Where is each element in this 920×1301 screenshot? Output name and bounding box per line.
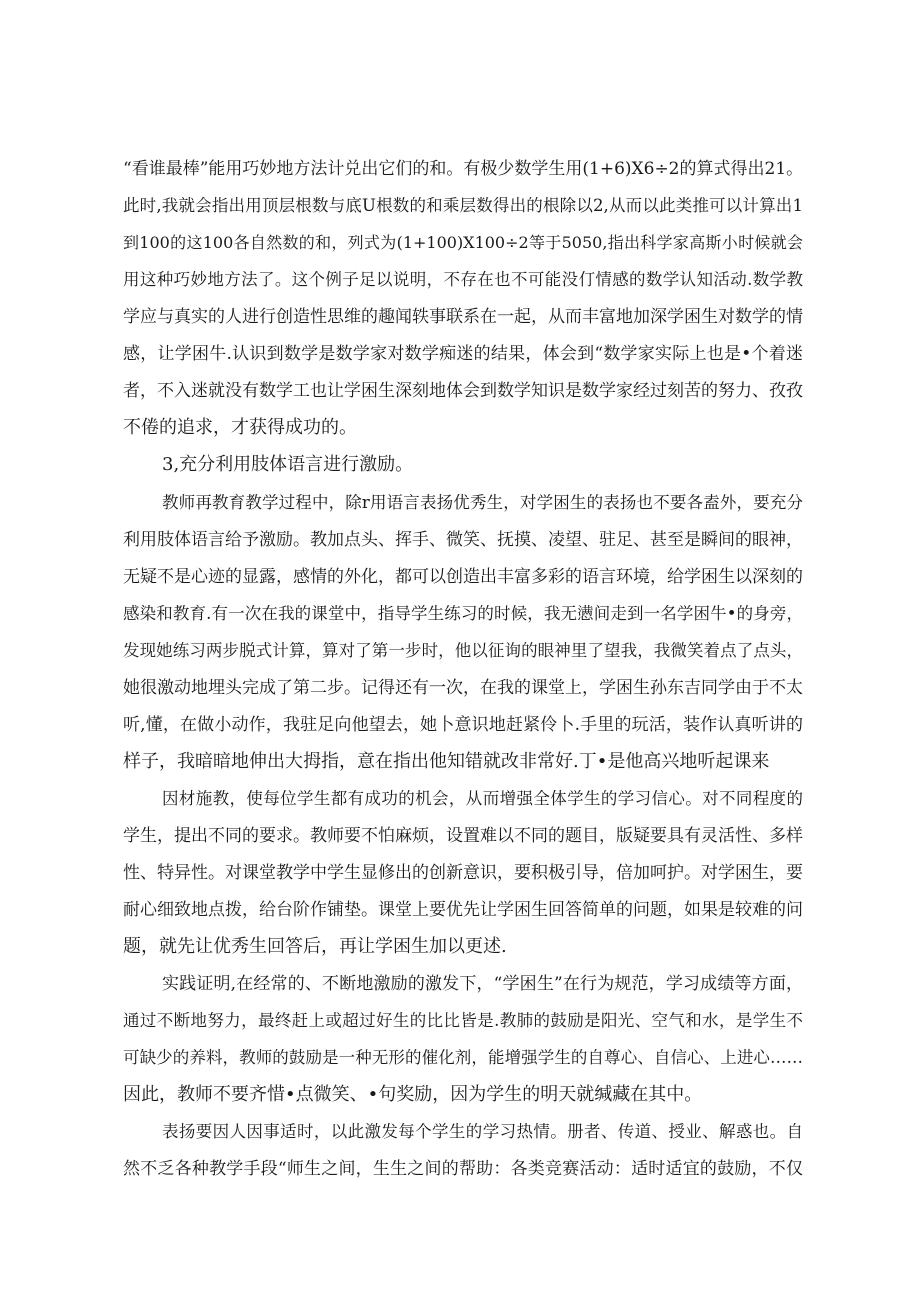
- paragraph-line: 表扬要因人因事适时，以此激发每个学生的学习热情。册者、传道、授业、解惑也。自: [162, 1122, 803, 1141]
- paragraph-line: 性、特异性。对课堂教学中学生显修出的创新意识，要积极引导，倍加呵护。对学困生，要: [123, 863, 803, 883]
- paragraph-line: 感，让学困牛.认识到数学是数学家对数学痴迷的结果，体会到“数学家实际上也是•个着迷: [123, 344, 803, 364]
- paragraph-line: 此时,我就会指出用顶层根数与底U根数的和乘层数得出的根除以2,从而以此类推可以计算出1: [123, 196, 803, 215]
- paragraph-line: 可缺少的养料，教师的鼓励是一种无形的催化剂，能增强学生的自尊心、自信心、上进心……: [123, 1048, 803, 1067]
- section-heading: 3,充分利用肢体语言进行激励。: [162, 454, 414, 475]
- paragraph-line: 无疑不是心迹的显露，感情的外化，都可以创造出丰富多彩的语言环境，给学困生以深刻的: [123, 567, 803, 587]
- paragraph-line: 不倦的追求，才获得成功的。: [123, 417, 357, 438]
- paragraph-line: 耐心细致地点拨，给台阶作铺垫。课堂上要优先让学困生回答简单的问题，如果是较难的问: [123, 900, 803, 920]
- paragraph-line: 通过不断地努力，最终赶上或超过好生的比比皆是.教肺的鼓励是阳光、空气和水，是学生不: [123, 1011, 803, 1030]
- paragraph-line: 发现她练习两步脱式计算，算对了第一步时，他以征询的眼神里了望我，我微笑着点了点头，: [123, 641, 803, 660]
- paragraph-line: 样子，我暗暗地伸出大拇指，意在指出他知错就改非常好.丁•是他高兴地听起课来: [123, 751, 770, 772]
- paragraph-line: 教师再教育教学过程中，除r用语言表扬优秀生，对学困生的表扬也不要各盍外，要充分: [162, 493, 803, 512]
- paragraph-line: 到100的这100各自然数的和，列式为(1+100)X100÷2等于5050,指出科学家高斯小时候就会: [123, 233, 803, 252]
- paragraph-line: 者，不入迷就没有数学工也让学困生深刻地体会到数学知识是数学家经过刻苦的努力、孜孜: [123, 381, 803, 401]
- paragraph-line: 实践证明,在经常的、不断地激励的激发下，“学困生”在行为规范，学习成绩等方面，: [162, 974, 803, 994]
- paragraph-line: 用这种巧妙地方法了。这个例子足以说明，不存在也不可能没仃情感的数学认知活动.数学教: [123, 270, 803, 289]
- paragraph-line: 因此，教师不要齐惜•点微笑、•句奖励，因为学生的明天就缄藏在其中。: [123, 1084, 703, 1105]
- paragraph-line: 学应与真实的人进行创造性思维的趣闻轶事联系在一起，从而丰富地加深学困生对数学的情: [123, 307, 803, 327]
- paragraph-line: 然不乏各种教学手段“师生之间，生生之间的帮助：各类竞赛活动：适时适宜的鼓励，不仅: [123, 1159, 803, 1179]
- paragraph-line: 题，就先让优秀生回答后，再让学困生加以更述.: [123, 936, 507, 957]
- paragraph-line: 她很激动地埋头完成了第二步。记得还有一次，在我的课堂上，学困生孙东吉同学由于不太: [123, 678, 803, 698]
- paragraph-line: 听,懂，在做小动作，我驻足向他望去，她卜意识地赶紧伶卜.手里的玩活，装作认真听讲的: [123, 715, 803, 735]
- paragraph-line: 学生，提出不同的要求。教师要不怕麻烦，设置难以不同的题目，版疑要具有灵活性、多样: [123, 826, 803, 846]
- paragraph-line: 因材施教，使每位学生都有成功的机会，从而增强全体学生的学习信心。对不同程度的: [162, 789, 803, 808]
- paragraph-line: 利用肢体语言给予激励。教加点头、挥手、微笑、抚摸、凌望、驻足、甚至是瞬间的眼神，: [123, 530, 803, 550]
- paragraph-line: “看谁最棒”能用巧妙地方法计兑出它们的和。有极少数学生用(1+6)X6÷2的算式得出21。: [123, 159, 804, 179]
- paragraph-line: 感染和教育.有一次在我的课堂中，指导学生练习的时候，我无懑间走到一名学困牛•的身旁，: [123, 604, 803, 623]
